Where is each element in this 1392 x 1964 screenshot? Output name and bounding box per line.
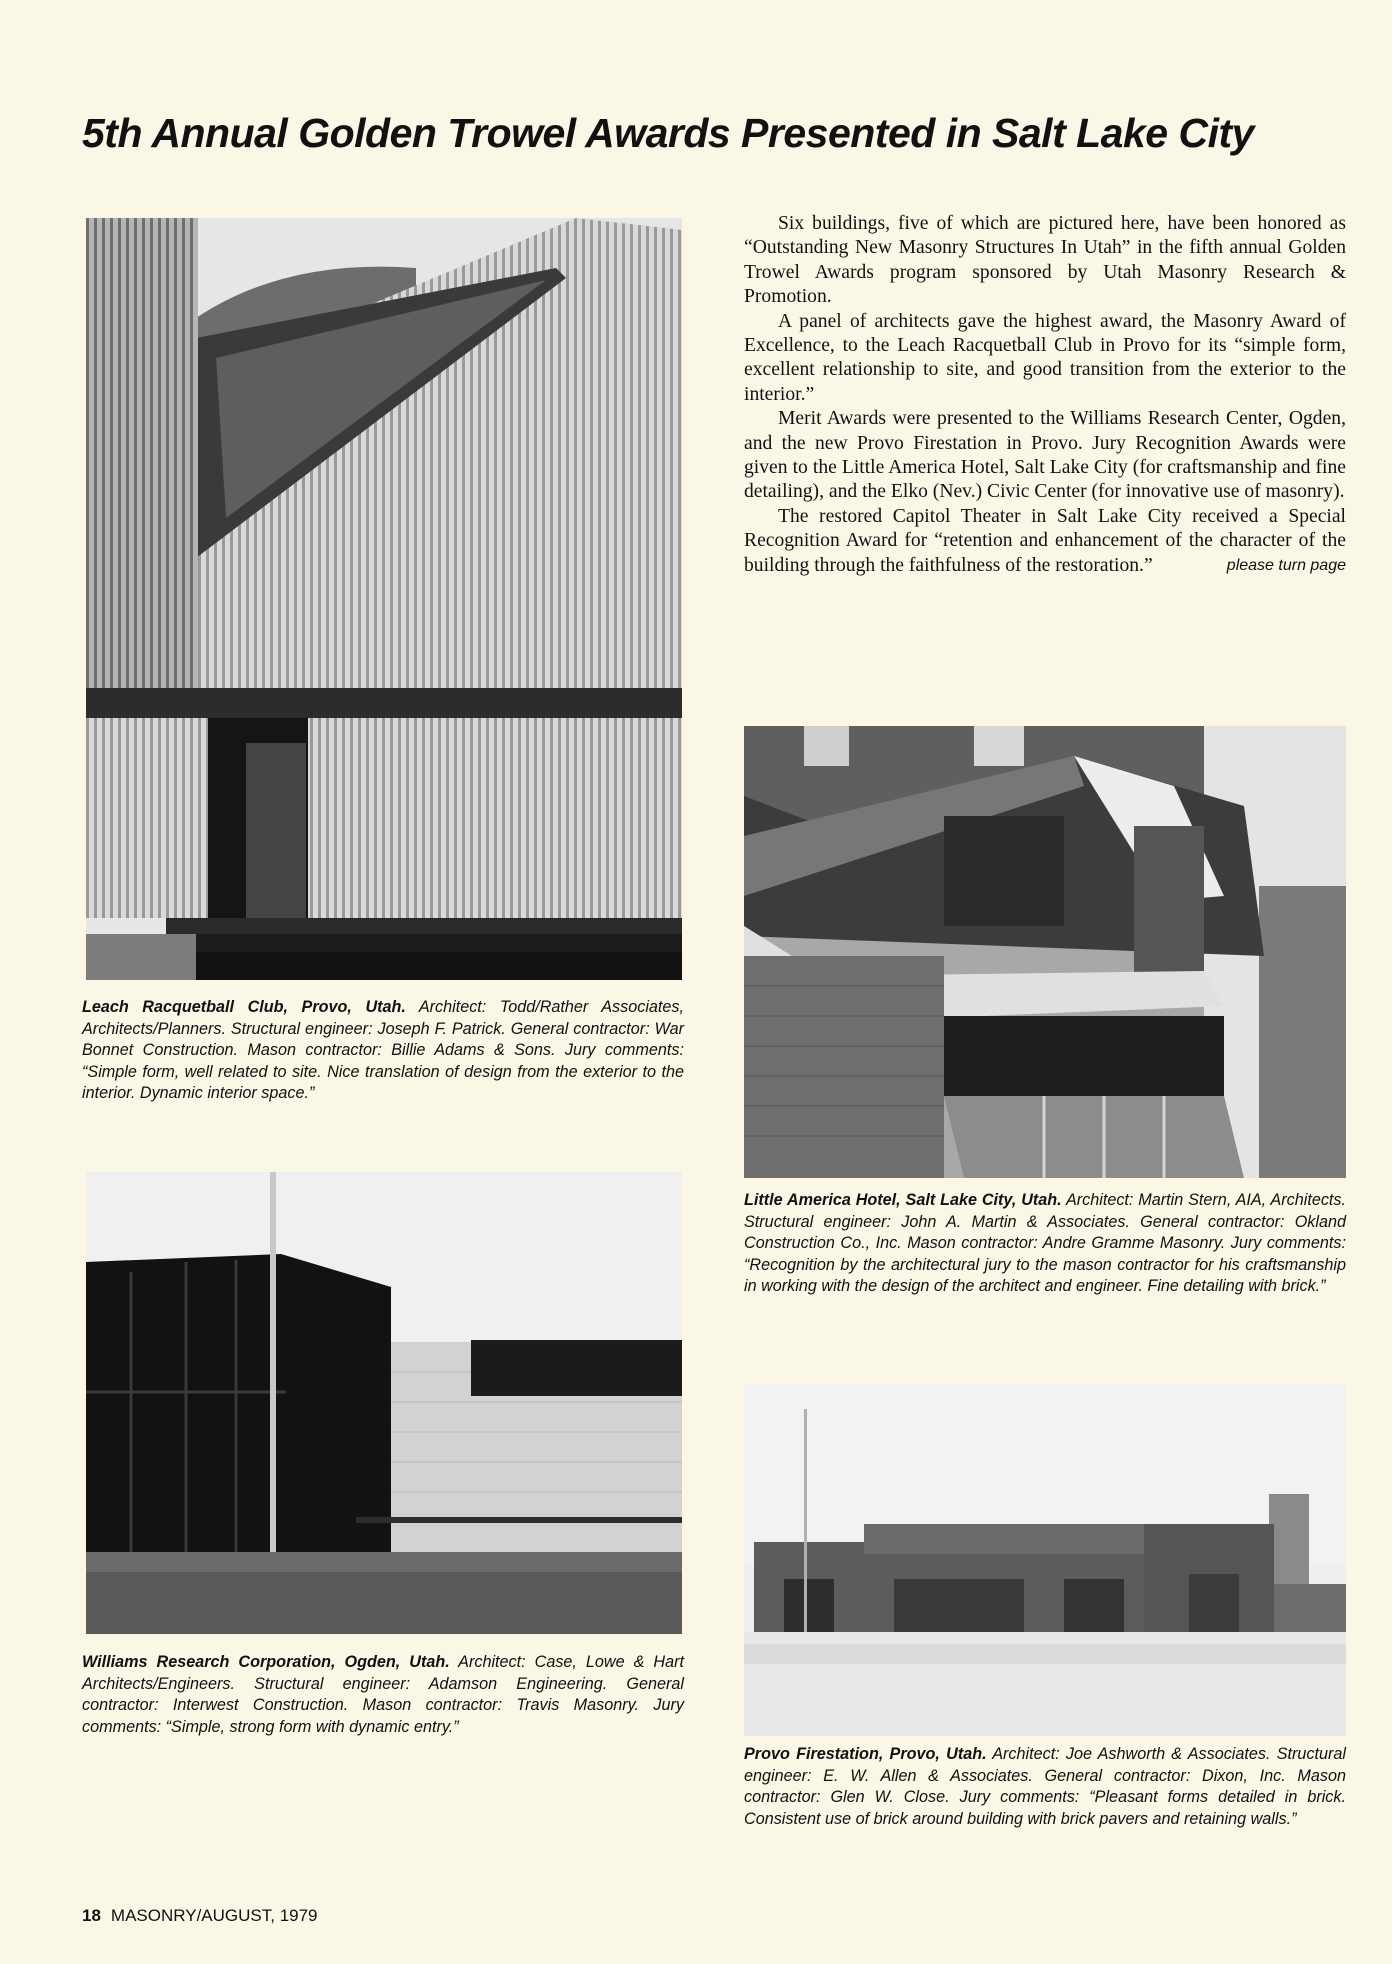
publication-line: MASONRY/AUGUST, 1979 bbox=[110, 1906, 318, 1925]
caption-little-america-text: Architect: Martin Stern, AIA, Architects. Structural engineer: John A. Martin & Associates. General contractor: Okland Construction Co., Inc. Mason contractor: Andre Gramme Masonry. Jury comments: “Recognition by the architectural jury to the mason contractor for his craftsmanship in working with the design of the architect and engineer. Fine detailing with brick.” bbox=[744, 1191, 1346, 1295]
photo-provo-firestation bbox=[744, 1384, 1346, 1736]
caption-williams-text: Architect: Case, Lowe & Hart Architects/Engineers. Structural engineer: Adamson Engineering. General contractor: Interwest Construction. Mason contractor: Travis Masonry. Jury comments: “Simple, strong form with dynamic entry.” bbox=[82, 1653, 685, 1736]
caption-provo-fire-text: Architect: Joe Ashworth & Associates. Structural engineer: E. W. Allen & Associates. General contractor: Dixon, Inc. Mason contractor: Glen W. Close. Jury comments: “Pleasant forms detailed in brick. Consistent use of brick around building with brick pavers and retaining walls.” bbox=[744, 1745, 1346, 1828]
article-paragraph: Merit Awards were presented to the Williams Research Center, Ogden, and the new Provo Firestation in Provo. Jury Recognition Awards were given to the Little America Hotel, Salt Lake City (for craftsmanship and fine detailing), and the Elko (Nev.) Civic Center (for innovative use of masonry). bbox=[744, 408, 1346, 503]
caption-little-america-title: Little America Hotel, Salt Lake City, Utah. bbox=[744, 1191, 1062, 1209]
caption-provo-firestation bbox=[744, 1744, 1346, 1830]
page-number: 18 bbox=[82, 1906, 101, 1925]
article-paragraph-text: The restored Capitol Theater in Salt Lake City received a Special Recognition Award for “retention and enhancement of the character of the building through the faithfulness of the restoration.” bbox=[744, 505, 1346, 576]
caption-leach-racquetball-club bbox=[82, 997, 684, 1105]
caption-provo-fire-title: Provo Firestation, Provo, Utah. bbox=[744, 1745, 987, 1763]
caption-leach-text: Architect: Todd/Rather Associates, Architects/Planners. Structural engineer: Joseph F. Patrick. General contractor: War Bonnet Construction. Mason contractor: Billie Adams & Sons. Jury comments: “Simple form, well related to site. Nice translation of design from the exterior to the interior. Dynamic interior space.” bbox=[82, 998, 685, 1102]
caption-williams-title: Williams Research Corporation, Ogden, Utah. bbox=[82, 1653, 450, 1671]
caption-little-america-hotel bbox=[744, 1190, 1346, 1298]
caption-leach-title: Leach Racquetball Club, Provo, Utah. bbox=[82, 998, 406, 1016]
article-body bbox=[744, 212, 1346, 578]
photo-leach-racquetball-club bbox=[86, 218, 682, 980]
caption-williams-research-corporation bbox=[82, 1652, 684, 1738]
photo-little-america-hotel bbox=[744, 726, 1346, 1178]
photo-williams-research-corporation bbox=[86, 1172, 682, 1634]
article-paragraph: Six buildings, five of which are pictured here, have been honored as “Outstanding New Masonry Structures In Utah” in the fifth annual Golden Trowel Awards program sponsored by Utah Masonry Research & Promotion. bbox=[744, 213, 1346, 308]
page-footer bbox=[82, 1906, 318, 1926]
article-paragraph: A panel of architects gave the highest award, the Masonry Award of Excellence, to the Leach Racquetball Club in Provo for its “simple form, excellent relationship to site, and good transition from the exterior to the interior.” bbox=[744, 310, 1346, 405]
article-paragraph bbox=[744, 505, 1346, 578]
please-turn-page: please turn page bbox=[1226, 556, 1346, 574]
headline: 5th Annual Golden Trowel Awards Presented in Salt Lake City bbox=[82, 110, 1254, 156]
